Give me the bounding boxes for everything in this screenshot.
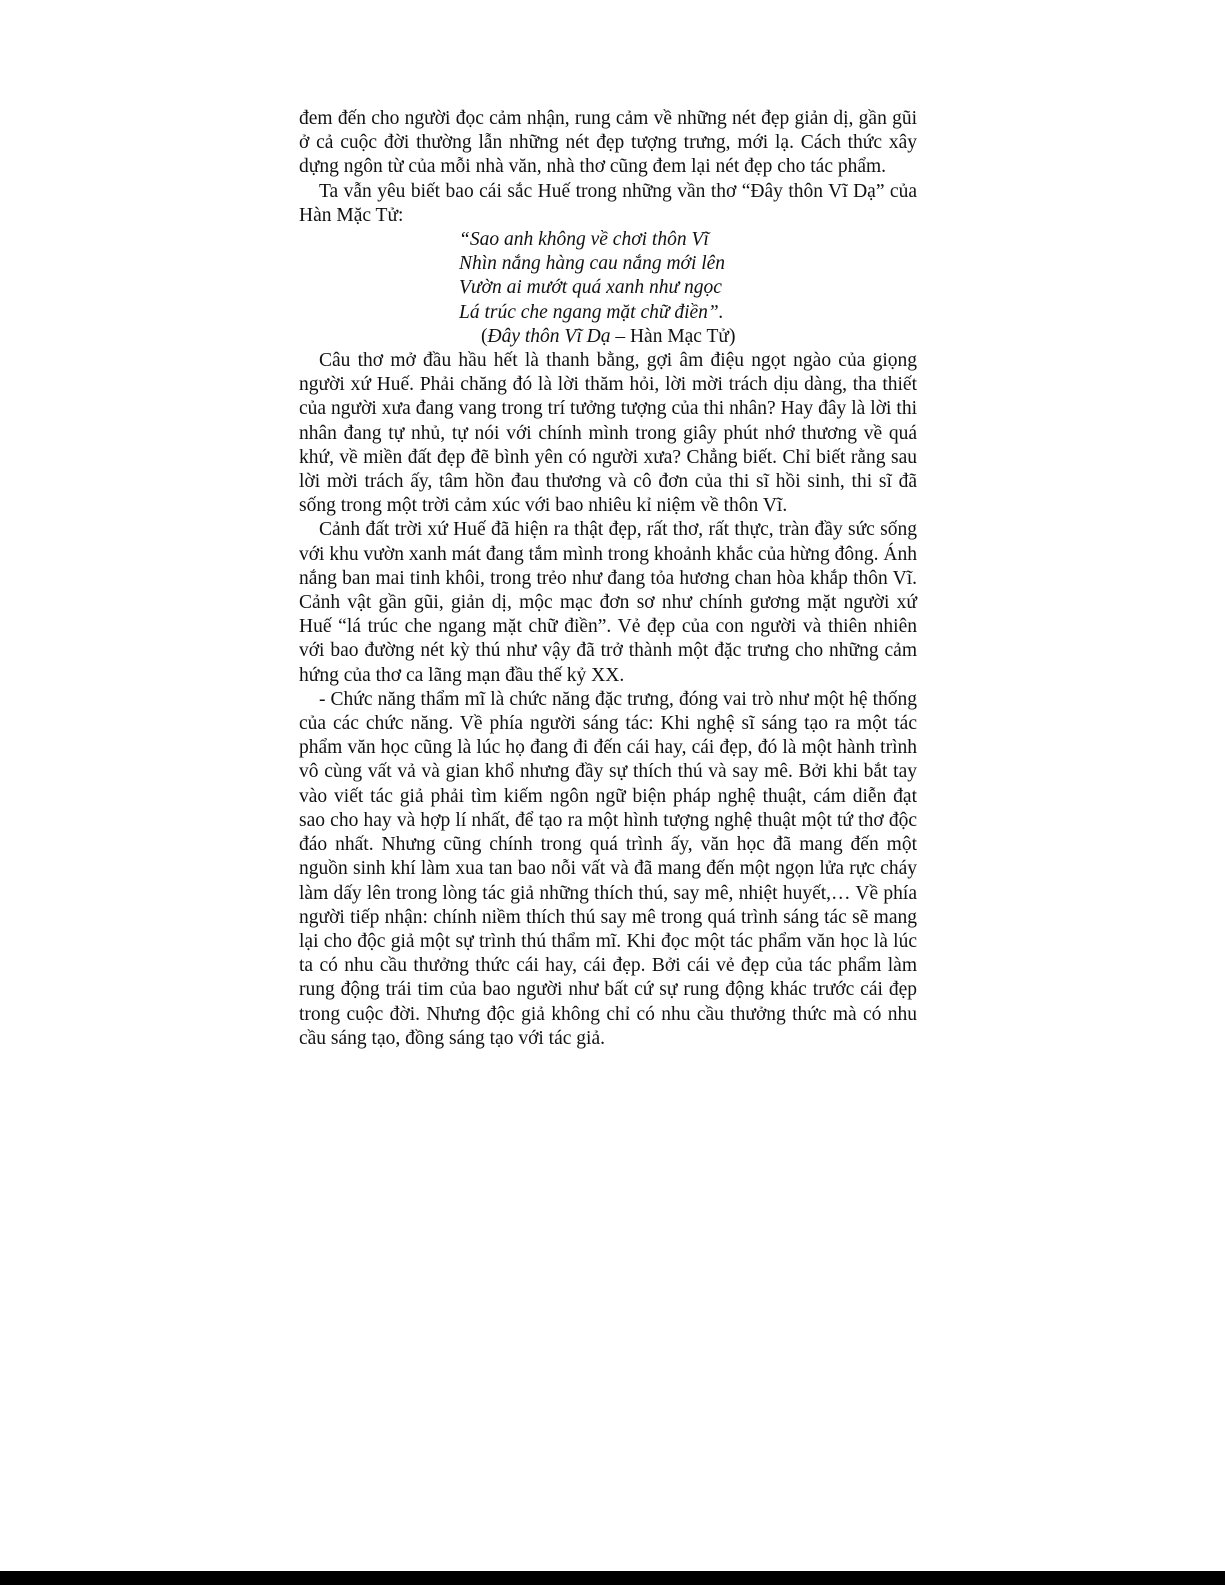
poem-line: Vườn ai mướt quá xanh như ngọc bbox=[459, 277, 722, 299]
paragraph-intro: đem đến cho người đọc cảm nhận, rung cảm về những nét đẹp giản dị, gần gũi ở cả cuộc đời thường lẫn những nét đẹp tượng trưng, mới lạ. Cách thức xây dựng ngôn từ của mỗi nhà văn, nhà thơ cũng đem lại nét đẹp cho tác phẩm. bbox=[299, 108, 917, 178]
poem-source-title: Đây thôn Vĩ Dạ bbox=[487, 325, 611, 347]
poem-source bbox=[459, 325, 917, 349]
poem-source-author: – Hàn Mạc Tử) bbox=[610, 325, 736, 347]
poem-quote bbox=[299, 228, 917, 349]
poem-line: Nhìn nắng hàng cau nắng mới lên bbox=[459, 253, 726, 275]
document-page bbox=[299, 107, 917, 1051]
poem-line: Lá trúc che ngang mặt chữ điền”. bbox=[459, 301, 724, 323]
paragraph-aesthetic-function: - Chức năng thẩm mĩ là chức năng đặc trưng, đóng vai trò như một hệ thống của các chức năng. Về phía người sáng tác: Khi nghệ sĩ sáng tạo ra một tác phẩm văn học cũng là lúc họ đang đi đến cái hay, cái đẹp, đó là một hành trình vô cùng vất vả và gian khổ nhưng đầy sự thích thú và say mê. Bởi khi bắt tay vào viết tác giả phải tìm kiếm ngôn ngữ biện pháp nghệ thuật, cám diễn đạt sao cho hay và hợp lí nhất, để tạo ra một hình tượng nghệ thuật một tứ thơ độc đáo nhất. Nhưng cũng chính trong quá trình ấy, văn học đã mang đến một nguồn sinh khí làm xua tan bao nỗi vất và đã mang đến một ngọn lửa rực cháy làm dấy lên trong lòng tác giả những thích thú, say mê, nhiệt huyết,… Về phía người tiếp nhận: chính niềm thích thú say mê trong quá trình sáng tác sẽ mang lại cho độc giả một sự trình thú thẩm mĩ. Khi đọc một tác phẩm văn học là lúc ta có nhu cầu thưởng thức cái hay, cái đẹp. Bởi cái vẻ đẹp của tác phẩm làm rung động trái tim của bao người như bất cứ sự rung động khác trước cái đẹp trong cuộc đời. Nhưng độc giả không chỉ có nhu cầu thưởng thức mà có nhu cầu sáng tạo, đồng sáng tạo với tác giả. bbox=[299, 688, 917, 1049]
paragraph-analysis-2: Cảnh đất trời xứ Huế đã hiện ra thật đẹp, rất thơ, rất thực, tràn đầy sức sống với khu vườn xanh mát đang tắm mình trong khoảnh khắc của hừng đông. Ánh nắng ban mai tinh khôi, trong trẻo như đang tỏa hương chan hòa khắp thôn Vĩ. Cảnh vật gần gũi, giản dị, mộc mạc đơn sơ như chính gương mặt người xứ Huế “lá trúc che ngang mặt chữ điền”. Vẻ đẹp của con người và thiên nhiên với bao đường nét kỳ thú như vậy đã trở thành một đặc trưng cho những cảm hứng của thơ ca lãng mạn đầu thế kỷ XX. bbox=[299, 519, 917, 686]
paragraph-analysis-1: Câu thơ mở đầu hầu hết là thanh bằng, gợi âm điệu ngọt ngào của giọng người xứ Huế. Phải chăng đó là lời thăm hỏi, lời mời trách dịu dàng, tha thiết của người xưa đang vang trong trí tưởng tượng của thi nhân? Hay đây là lời thi nhân đang tự nhủ, tự nói với chính mình trong giây phút nhớ thương về quá khứ, về miền đất đẹp đẽ bình yên có người xưa? Chẳng biết. Chỉ biết rằng sau lời mời trách ấy, tâm hồn đau thương và cô đơn của thi sĩ hồi sinh, thi sĩ đã sống trong một trời cảm xúc với bao nhiêu kỉ niệm về thôn Vĩ. bbox=[299, 350, 917, 517]
poem-source-open: ( bbox=[481, 325, 488, 347]
poem-line: “Sao anh không về chơi thôn Vĩ bbox=[459, 229, 709, 251]
paragraph-poem-lead: Ta vẫn yêu biết bao cái sắc Huế trong những vần thơ “Đây thôn Vĩ Dạ” của Hàn Mặc Tử: bbox=[299, 180, 917, 226]
scan-bottom-border bbox=[0, 1571, 1225, 1585]
